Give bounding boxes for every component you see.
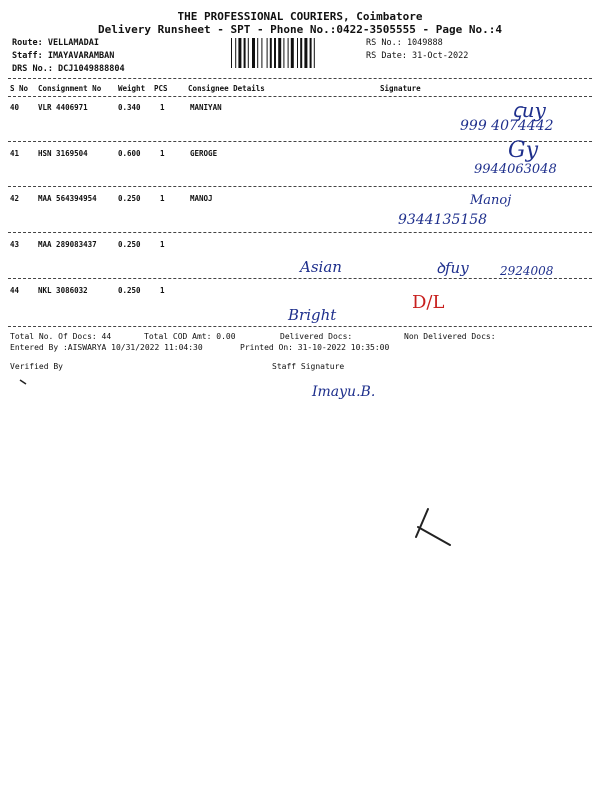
- col-pcs: PCS: [154, 84, 168, 93]
- row-43-signature: 2924008: [500, 264, 554, 278]
- row-41-consignee: GEROGE: [190, 149, 218, 158]
- row-41-sno: 41: [10, 149, 20, 158]
- total-cod: Total COD Amt: 0.00: [144, 332, 236, 341]
- row-40-weight: 0.340: [118, 103, 141, 112]
- runsheet-subtitle: Delivery Runsheet - SPT - Phone No.:0422-3505555 - Page No.:4: [98, 23, 502, 36]
- row-41-rule: [8, 186, 592, 187]
- row-44-pcs: 1: [160, 286, 165, 295]
- row-43-consignment: MAA 289083437: [38, 240, 97, 249]
- row-40-consignment: VLR 4406971: [38, 103, 88, 112]
- row-44-consignment: NKL 3086032: [38, 286, 88, 295]
- row-42-signature: 9344135158: [398, 212, 488, 228]
- delivered-docs: Delivered Docs:: [280, 332, 353, 341]
- barcode-bar: [291, 38, 294, 68]
- row-40-sno: 40: [10, 103, 20, 112]
- row-43-handwritten-name: Asian: [300, 258, 342, 276]
- barcode-bar: [310, 38, 312, 68]
- rs-no-label: RS No.: 1049888: [366, 38, 443, 48]
- row-42-rule: [8, 232, 592, 233]
- row-40-rule: [8, 141, 592, 142]
- col-consignment: Consignment No: [38, 84, 102, 93]
- table-header-rule: [8, 96, 592, 97]
- barcode-bar: [283, 38, 284, 68]
- col-weight: Weight: [118, 84, 146, 93]
- barcode-bar: [244, 38, 246, 68]
- barcode-bar: [314, 38, 315, 68]
- barcode-image: [230, 38, 358, 68]
- barcode-bar: [248, 38, 249, 68]
- rs-date-label: RS Date: 31-Oct-2022: [366, 51, 469, 61]
- staff-label: Staff: IMAYAVARAMBAN: [12, 51, 115, 61]
- row-42-weight: 0.250: [118, 194, 141, 203]
- table-top-rule: [8, 78, 592, 79]
- row-42-consignment: MAA 564394954: [38, 194, 97, 203]
- stray-dot-mark: [18, 378, 28, 386]
- row-40-pcs: 1: [160, 103, 165, 112]
- barcode-bar: [238, 38, 241, 68]
- entered-by: Entered By :AISWARYA 10/31/2022 11:04:30: [10, 343, 203, 352]
- barcode-bar: [267, 38, 268, 68]
- row-40-signature: 999 4074442: [460, 118, 554, 134]
- staff-signature-label: Staff Signature: [272, 362, 345, 371]
- row-41-pcs: 1: [160, 149, 165, 158]
- row-43-rule: [8, 278, 592, 279]
- row-44-handwritten-name: Bright: [288, 306, 337, 324]
- row-41-signature-scribble: Gy: [508, 138, 539, 163]
- drs-label: DRS No.: DCJ1049888804: [12, 64, 125, 74]
- row-42-signature-name: Manoj: [470, 193, 512, 208]
- row-41-consignment: HSN 3169504: [38, 149, 88, 158]
- table-bottom-rule: [8, 326, 592, 327]
- verified-by-label: Verified By: [10, 362, 63, 371]
- row-43-pcs: 1: [160, 240, 165, 249]
- barcode-bar: [304, 38, 307, 68]
- barcode-bar: [261, 38, 262, 68]
- col-consignee: Consignee Details: [188, 84, 265, 93]
- barcode-bar: [252, 38, 255, 68]
- row-40-consignee: MANIYAN: [190, 103, 222, 112]
- non-delivered-docs: Non Delivered Docs:: [404, 332, 496, 341]
- row-44-delivered-mark: D/L: [412, 292, 445, 313]
- barcode-bar: [235, 38, 236, 68]
- col-sno: S No: [10, 84, 29, 93]
- barcode-bar: [270, 38, 272, 68]
- barcode-bar: [257, 38, 258, 68]
- total-docs: Total No. Of Docs: 44: [10, 332, 112, 341]
- barcode-bar: [300, 38, 302, 68]
- row-43-signature-scribble: ꝺfuy: [436, 259, 469, 277]
- row-42-pcs: 1: [160, 194, 165, 203]
- printed-on: Printed On: 31-10-2022 10:35:00: [240, 343, 390, 352]
- barcode-bar: [288, 38, 289, 68]
- row-42-sno: 42: [10, 194, 20, 203]
- row-44-weight: 0.250: [118, 286, 141, 295]
- barcode-bar: [231, 38, 232, 68]
- row-43-sno: 43: [10, 240, 20, 249]
- row-41-weight: 0.600: [118, 149, 141, 158]
- barcode-bar: [297, 38, 298, 68]
- row-42-consignee: MANOJ: [190, 194, 213, 203]
- staff-signature: Imayu.B.: [312, 384, 376, 400]
- barcode-bar: [274, 38, 276, 68]
- row-40-signature-scribble: ꞔuy: [512, 98, 546, 122]
- route-label: Route: VELLAMADAI: [12, 38, 99, 48]
- col-signature: Signature: [380, 84, 421, 93]
- row-43-weight: 0.250: [118, 240, 141, 249]
- row-44-sno: 44: [10, 286, 20, 295]
- barcode-bar: [278, 38, 281, 68]
- row-41-signature: 9944063048: [474, 162, 557, 177]
- stray-pen-mark: [410, 505, 456, 549]
- company-title: THE PROFESSIONAL COURIERS, Coimbatore: [177, 10, 423, 23]
